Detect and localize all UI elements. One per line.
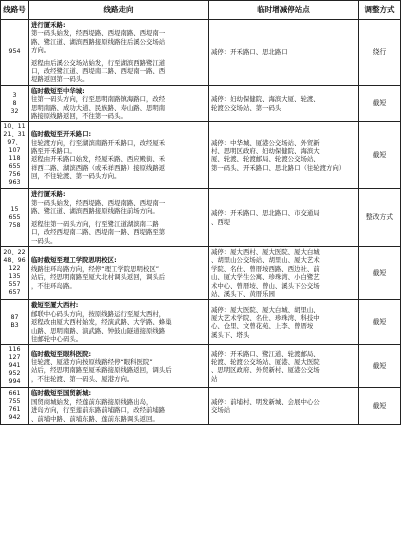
route-text-line: 山路、思明南路、演武路、钟鼓山隧道接原线路 <box>31 326 166 335</box>
table-row <box>1 300 401 345</box>
stops-text-line: 心、仓里、文曾花苑、上李、曾厝垵 <box>211 322 314 331</box>
route-cell <box>29 122 209 189</box>
line-number: 756 <box>8 171 21 179</box>
line-number: 87 <box>10 314 19 322</box>
route-text-line: ，不往环岛路。 <box>31 281 76 290</box>
stops-text-line: 溪头下、塔头 <box>211 330 250 339</box>
route-text-line: 返程往第一码头方向，行至鹭江道湖滨南二路 <box>31 219 159 228</box>
temporary-stops-cell <box>209 20 359 86</box>
adjustment-mode-cell: 绕行 <box>359 20 401 86</box>
route-cell <box>29 300 209 345</box>
stops-text-line: 第一码头、开禾路口、思北路口（往轮渡方向） <box>211 163 346 172</box>
line-number: 127 <box>8 354 21 362</box>
table-row <box>1 189 401 246</box>
stops-text-line: 减停：妇幼保健院、海滨大厦、轮渡、 <box>211 95 320 104</box>
temporary-stops-cell <box>209 85 359 122</box>
line-number: 758 <box>8 221 21 229</box>
line-number-cell <box>1 20 29 86</box>
line-number: 942 <box>8 414 21 422</box>
adjustment-mode-cell: 截短 <box>359 300 401 345</box>
line-number-cell <box>1 246 29 299</box>
stops-text-line: 减停：厦大西村、厦大医院、厦大白城 <box>211 247 320 256</box>
stops-text-line: 站、溪头下、黄厝乐园 <box>211 289 275 298</box>
header-line-number: 线路号 <box>1 1 29 20</box>
temporary-stops-cell <box>209 189 359 246</box>
line-number: 122 <box>8 265 21 273</box>
route-text-line: 往轮渡、厦港方向按原线路经停“眼科医院” <box>31 357 153 366</box>
stops-text-line: 轮渡、轮渡公交场站、厦港、厦大医院 <box>211 357 320 366</box>
route-text-line: 第一码头始发，经西堤路、西堤南路、西堤南一 <box>31 29 166 38</box>
route-cell <box>29 246 209 299</box>
stops-text-line: 减停：开禾路口、思北路口 <box>211 48 288 57</box>
route-heading: 临时截短至开禾路口: <box>31 130 92 139</box>
stops-text-line: 厦大艺术学院、名仕、珍珠湾、科技中 <box>211 313 320 322</box>
route-heading: 临时截短至眼科医院: <box>31 349 92 358</box>
line-number: 8 <box>12 99 17 107</box>
route-cell <box>29 345 209 388</box>
line-number: 952 <box>8 370 21 378</box>
line-number: 655 <box>8 213 21 221</box>
route-text-line: 进岛方向，行至莲前东路前埔路口，改经前埔路 <box>31 406 166 415</box>
stops-text-line: 减停：开禾路口、思北路口、市交通局 <box>211 209 320 218</box>
line-number: B3 <box>10 322 19 330</box>
route-cell <box>29 388 209 425</box>
temporary-stops-cell <box>209 300 359 345</box>
route-text-line: 路接原线路返回，不往第一码头。 <box>31 112 127 121</box>
stops-text-line: 厦、轮渡、轮渡邮局、轮渡公交场站、 <box>211 155 320 164</box>
stops-text-line: 、西堤 <box>211 217 231 226</box>
header-adjustment-mode: 调整方式 <box>359 1 401 20</box>
route-text-line: 方向。 <box>31 46 51 55</box>
route-text-line: 线路往环岛路方向，经停“理工学院思明校区” <box>31 264 160 273</box>
line-number: 20、22 <box>3 249 26 257</box>
line-number-cell <box>1 122 29 189</box>
line-number: 963 <box>8 179 21 187</box>
stops-text-line: 村、思明区政府、妇幼保健院、海滨大 <box>211 147 320 156</box>
route-cell <box>29 85 209 122</box>
route-text-line: 路、鹭江道、湖滨西路接原线路往后溪公交场站 <box>31 37 166 46</box>
route-text-line: 返程由开禾路口始发，经厦禾路、西应殿街、禾 <box>31 155 166 164</box>
stops-text-line: 、胡里山公交场站、胡里山、厦大艺术 <box>211 256 320 265</box>
route-cell <box>29 20 209 86</box>
line-number: 10、11 <box>3 123 26 131</box>
line-number: 3 <box>12 91 17 99</box>
line-number: 32 <box>10 107 19 115</box>
table-body <box>1 20 401 425</box>
adjustment-mode-cell: 截短 <box>359 246 401 299</box>
table-header-row <box>1 1 401 20</box>
route-text-line: 往邮轮中心码头。 <box>31 334 83 343</box>
adjustment-mode-cell: 截短 <box>359 122 401 189</box>
adjustment-mode-cell: 截短 <box>359 388 401 425</box>
stops-text-line: 减停：前埔村、明发新城、会展中心公 <box>211 397 320 406</box>
route-text-line: 路至开禾路口。 <box>31 147 76 156</box>
temporary-stops-cell <box>209 345 359 388</box>
route-text-line: 、前埔中路、前埔东路、莲前东路调头返回。 <box>31 414 159 423</box>
route-text-line: ，不往轮渡、第一码头、厦港方向。 <box>31 374 134 383</box>
adjustment-mode-cell: 截短 <box>359 85 401 122</box>
line-number-cell <box>1 189 29 246</box>
line-number: 15 <box>10 205 19 213</box>
line-number-cell <box>1 388 29 425</box>
line-number: 655 <box>8 163 21 171</box>
route-text-line: 往轮渡方向，行至湖滨南路开禾路口，改经厦禾 <box>31 138 166 147</box>
header-temporary-stops: 临时增减停站点 <box>209 1 359 20</box>
line-number-cell <box>1 85 29 122</box>
line-number: 657 <box>8 289 21 297</box>
line-number: 118 <box>8 155 21 163</box>
header-route: 线路走向 <box>29 1 209 20</box>
route-text-line: 站后，经思明南路至厦大北村调头返回，调头后 <box>31 273 166 282</box>
stops-text-line: 站 <box>211 374 218 383</box>
route-heading: 临时截短至国贸新城: <box>31 389 92 398</box>
line-number: 48、96 <box>3 257 26 265</box>
route-text-line: 口，改经鹭江道、西堤南二路、西堤南一路、西 <box>31 67 166 76</box>
route-text-line: 国贸商城始发，经莲前东路接原线路出岛， <box>31 397 153 406</box>
stops-text-line: 交场站 <box>211 406 231 415</box>
table-row <box>1 122 401 189</box>
route-text-line: 回，不往轮渡、第一码头方向。 <box>31 172 121 181</box>
line-number: 21、31 <box>3 131 26 139</box>
route-text-line: 祥西二路、湖滨西路（或禾祥西路）接原线路返 <box>31 163 166 172</box>
adjustment-mode-cell: 截短 <box>359 345 401 388</box>
route-heading: 临时截短至中华城: <box>31 86 85 95</box>
line-number: 761 <box>8 406 21 414</box>
line-number: 994 <box>8 378 21 386</box>
route-text-line: 返程改由厦大西村始发，经演武路、大学路、蜂巢 <box>31 318 172 327</box>
route-text-line: 口，改经西堤南二路、西堤南一路、西堤路至第 <box>31 228 166 237</box>
route-text-line: 返程由后溪公交场站始发，行至湖滨西路鹭江道 <box>31 58 166 67</box>
route-text-line: 一码头。 <box>31 236 57 245</box>
line-number-cell <box>1 300 29 345</box>
route-heading: 临时截短至理工学院思明校区: <box>31 256 117 265</box>
route-cell <box>29 189 209 246</box>
table-row <box>1 388 401 425</box>
line-number: 941 <box>8 362 21 370</box>
line-number: 661 <box>8 390 21 398</box>
table-row <box>1 20 401 86</box>
table-row <box>1 85 401 122</box>
route-text-line: 往第一码头方向，行至思明南路镇海路口，改经 <box>31 95 166 104</box>
line-number: 755 <box>8 398 21 406</box>
stops-text-line: 、思明区政府、外贸新村、厦港公交场 <box>211 366 320 375</box>
route-text-line: 堤路返回第一码头。 <box>31 75 89 84</box>
line-number-cell <box>1 345 29 388</box>
table-row <box>1 345 401 388</box>
temporary-stops-cell <box>209 388 359 425</box>
line-number: 557 <box>8 281 21 289</box>
line-number: 116 <box>8 346 21 354</box>
line-number: 954 <box>8 48 21 56</box>
route-text-line: 路、鹭江道、湖滨西路接原线路往前场方向。 <box>31 207 159 216</box>
adjustment-mode-cell: 整改方式 <box>359 189 401 246</box>
route-text-line: 站后，经思明南路至厦禾路接原线路返回，调头后 <box>31 366 172 375</box>
route-heading: 进行厦禾路: <box>31 21 66 29</box>
temporary-stops-cell <box>209 122 359 189</box>
stops-text-line: 减停：厦大医院、厦大白城、胡里山、 <box>211 305 320 314</box>
route-heading: 进行厦禾路: <box>31 190 66 199</box>
temporary-stops-cell <box>209 246 359 299</box>
route-text-line: 思明南路、成功大道、民族路、寿山路、思明南 <box>31 103 166 112</box>
stops-text-line: 山、厦大学生公寓、珍珠湾、小白鹭艺 <box>211 273 320 282</box>
route-heading: 截短至厦大西村: <box>31 301 79 310</box>
stops-text-line: 术中心、曾厝垵、曾山、溪头下公交场 <box>211 281 320 290</box>
line-number: 135 <box>8 273 21 281</box>
stops-text-line: 减停：中华城、厦港公交场站、外贸新 <box>211 138 320 147</box>
stops-text-line: 轮渡公交场站、第一码头 <box>211 103 282 112</box>
route-text-line: 邮联中心码头方向，按原线路运行至厦大西村， <box>31 309 166 318</box>
table-row <box>1 246 401 299</box>
line-number: 97、107 <box>7 139 22 155</box>
stops-text-line: 学院、名仕、曾厝垵西路、西边社、前 <box>211 264 320 273</box>
route-text-line: 第一码头始发，经西堤路、西堤南路、西堤南一 <box>31 198 166 207</box>
stops-text-line: 减停：开禾路口、鹭江道、轮渡邮局、 <box>211 349 320 358</box>
